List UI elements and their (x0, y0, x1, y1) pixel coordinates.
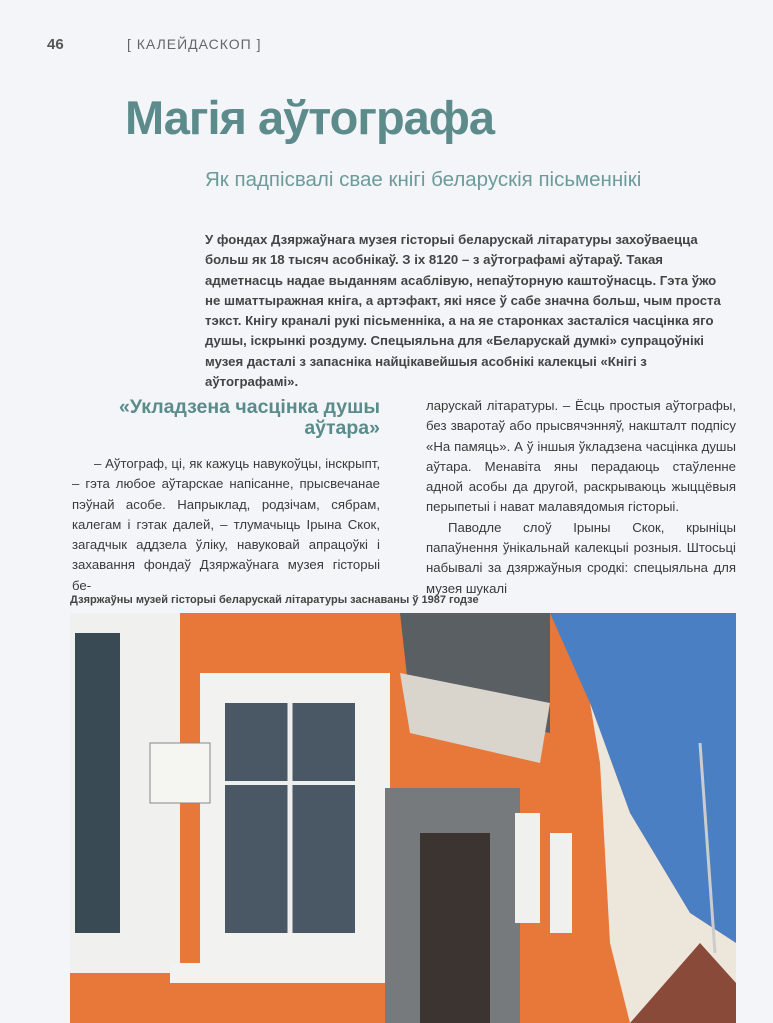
article-title: Магія аўтографа (125, 91, 495, 144)
paragraph: Паводле слоў Ірыны Скок, крыніцы папаўнення ўнікальнай калекцыі розныя. Штосьці набывалі за дзяржаўныя сродкі: спецыяльна для музея шукалі (426, 519, 736, 596)
museum-building-illustration (70, 613, 736, 1023)
paragraph: ларускай літаратуры. – Ёсць простыя аўтографы, без зваротаў або прысвячэнняў, накшталт подпісу «На памяць». А ў іншыя ўкладзена часцінка душы аўтара. Менавіта яны перадаюць стаўленне адной асобы да другой, раскрываюць жыццёвыя перыпетыі і нават малавядомыя гісторыі. (426, 398, 736, 515)
text-column-2 (426, 396, 736, 599)
text-column-1 (72, 454, 380, 596)
subheading: «Укладзена часцінка душы аўтара» (119, 396, 380, 439)
article-lead: У фондах Дзяржаўнага музея гісторыі беларускай літаратуры захоўваецца больш як 18 тысяч асобнікаў. З іх 8120 – з аўтографамі аўтараў. Такая адметнасць надае выданням асаблівую, непаўторную каштоўнасць. Гэта ўжо не шматтыражная кніга, а артэфакт, які нясе ў сабе значна больш, чым проста тэкст. Кнігу краналі рукі пісьменніка, а на яе старонках засталіся часцінка яго душы, іскрынкі роздуму. Спецыяльна для «Беларускай думкі» супрацоўнікі музея дасталі з запасніка найцікавейшыя асобнікі калекцыі «Кнігі з аўтографамі». (205, 232, 721, 390)
museum-photo (70, 613, 736, 1023)
page-number: 46 (47, 36, 64, 53)
section-label: [ КАЛЕЙДАСКОП ] (127, 36, 262, 52)
photo-caption: Дзяржаўны музей гісторыі беларускай літаратуры заснаваны ў 1987 годзе (70, 594, 479, 606)
article-subtitle: Як падпісвалі свае кнігі беларускія пісьменнікі (205, 168, 642, 191)
paragraph: – Аўтограф, ці, як кажуць навукоўцы, інскрыпт, – гэта любое аўтарскае напісанне, прысвечанае пэўнай асобе. Напрыклад, родзічам, сябрам, калегам і гэтак далей, – тлумачыць Ірына Скок, загадчык аддзела ўліку, навуковай апрацоўкі і захавання фондаў Дзяржаўнага музея гісторыі бе- (72, 456, 380, 593)
